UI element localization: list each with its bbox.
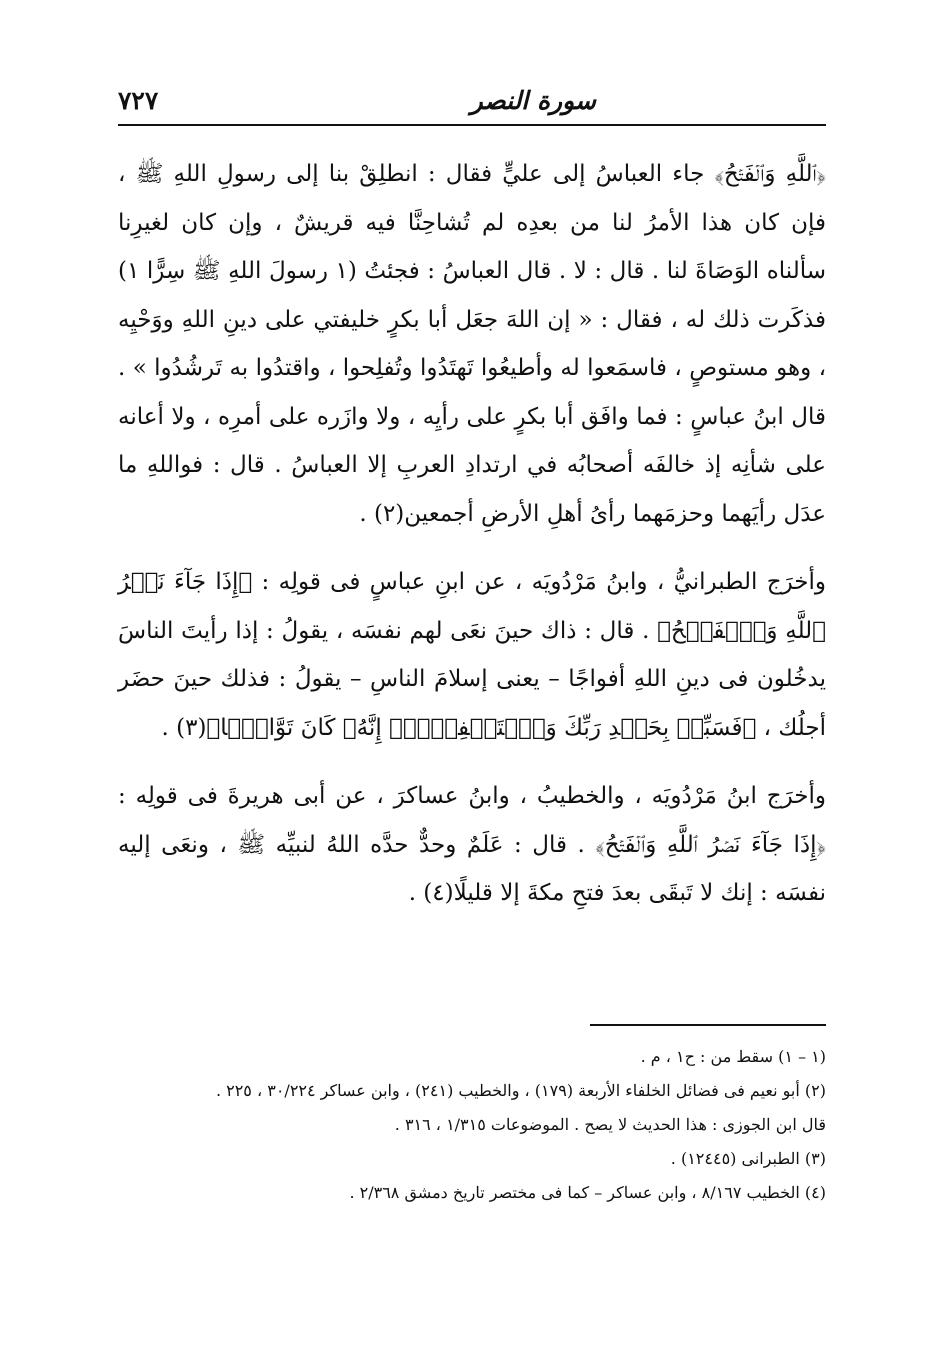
paragraph: وأخرَج الطبرانيُّ ، وابنُ مَرْدُويَه ، عن ابنِ عباسٍ فى قولِه : ﴿إِذَا جَآءَ نَصۡرُ ٱللَّهِ وَٱلۡفَتۡحُ﴾ . قال : ذاك حينَ نعَى لهم نفسَه ، يقولُ : إذا رأيتَ الناسَ يدخُلون فى دينِ اللهِ أفواجًا – يعنى إسلامَ الناسِ – يقولُ : فذلك حينَ حضَر أجلُك ، ﴿فَسَبِّحۡ بِحَمۡدِ رَبِّكَ وَٱسۡتَغۡفِرۡهُۚ إِنَّهُۥ كَانَ تَوَّابَۢا﴾(٣) . <box>118 569 826 741</box>
footnote: قال ابن الجوزى : هذا الحديث لا يصح . الموضوعات ١/٣١٥ ، ٣١٦ . <box>394 1115 826 1134</box>
footnote: (١ – ١) سقط من : ح١ ، م . <box>640 1047 826 1066</box>
footnote: (٢) أبو نعيم فى فضائل الخلفاء الأربعة (١٧٩) ، والخطيب (٢٤١) ، وابن عساكر ٣٠/٢٢٤ ، ٢٢٥ . <box>215 1081 826 1100</box>
footnotes <box>118 1040 826 1210</box>
paragraph: وأخرَج ابنُ مَرْدُويَه ، والخطيبُ ، وابنُ عساكرَ ، عن أبى هريرةَ فى قولِه : ﴿إِذَا جَآءَ نَصۡرُ ٱللَّهِ وَٱلۡفَتۡحُ﴾ . قال : عَلَمٌ وحدٌّ حدَّه اللهُ لنبيِّه ﷺ ، ونعَى إليه نفسَه : إنك لا تَبقَى بعدَ فتحِ مكةَ إلا قليلًا(٤) . <box>118 783 826 906</box>
surah-title: سورة النصر <box>470 86 596 115</box>
page-number: ٧٢٧ <box>118 86 159 115</box>
footnote: (٣) الطبرانى (١٢٤٤٥) . <box>670 1149 826 1168</box>
paragraph: ﴿ٱللَّهِ وَٱلۡفَتۡحُ﴾ جاء العباسُ إلى عليٍّ فقال : انطلِقْ بنا إلى رسولِ اللهِ ﷺ ، فإن كان هذا الأمرُ لنا من بعدِه لم تُشاحِنَّا فيه قريشٌ ، وإن كان لغيرِنا سألناه الوَصَاةَ لنا . قال : لا . قال العباسُ : فجئتُ (١ رسولَ اللهِ ﷺ سِرًّا ١) فذكَرت ذلك له ، فقال : « إن اللهَ جعَل أبا بكرٍ خليفتي على دينِ اللهِ ووَحْيِه ، وهو مستوصٍ ، فاسمَعوا له وأطيعُوا تَهتَدُوا وتُفلِحوا ، واقتدُوا به تَرشُدُوا » . قال ابنُ عباسٍ : فما وافَق أبا بكرٍ على رأيِه ، ولا وازَره على أمرِه ، ولا أعانه على شأنِه إذ خالفَه أصحابُه في ارتدادِ العربِ إلا العباسُ . قال : فواللهِ ما عدَل رأيَهما وحزمَهما رأىُ أهلِ الأرضِ أجمعين(٢) . <box>118 161 826 527</box>
page-header <box>118 82 826 126</box>
main-text <box>118 150 826 938</box>
footnote-divider <box>590 1024 826 1026</box>
footnote: (٤) الخطيب ٨/١٦٧ ، وابن عساكر – كما فى مختصر تاريخ دمشق ٢/٣٦٨ . <box>349 1183 826 1202</box>
